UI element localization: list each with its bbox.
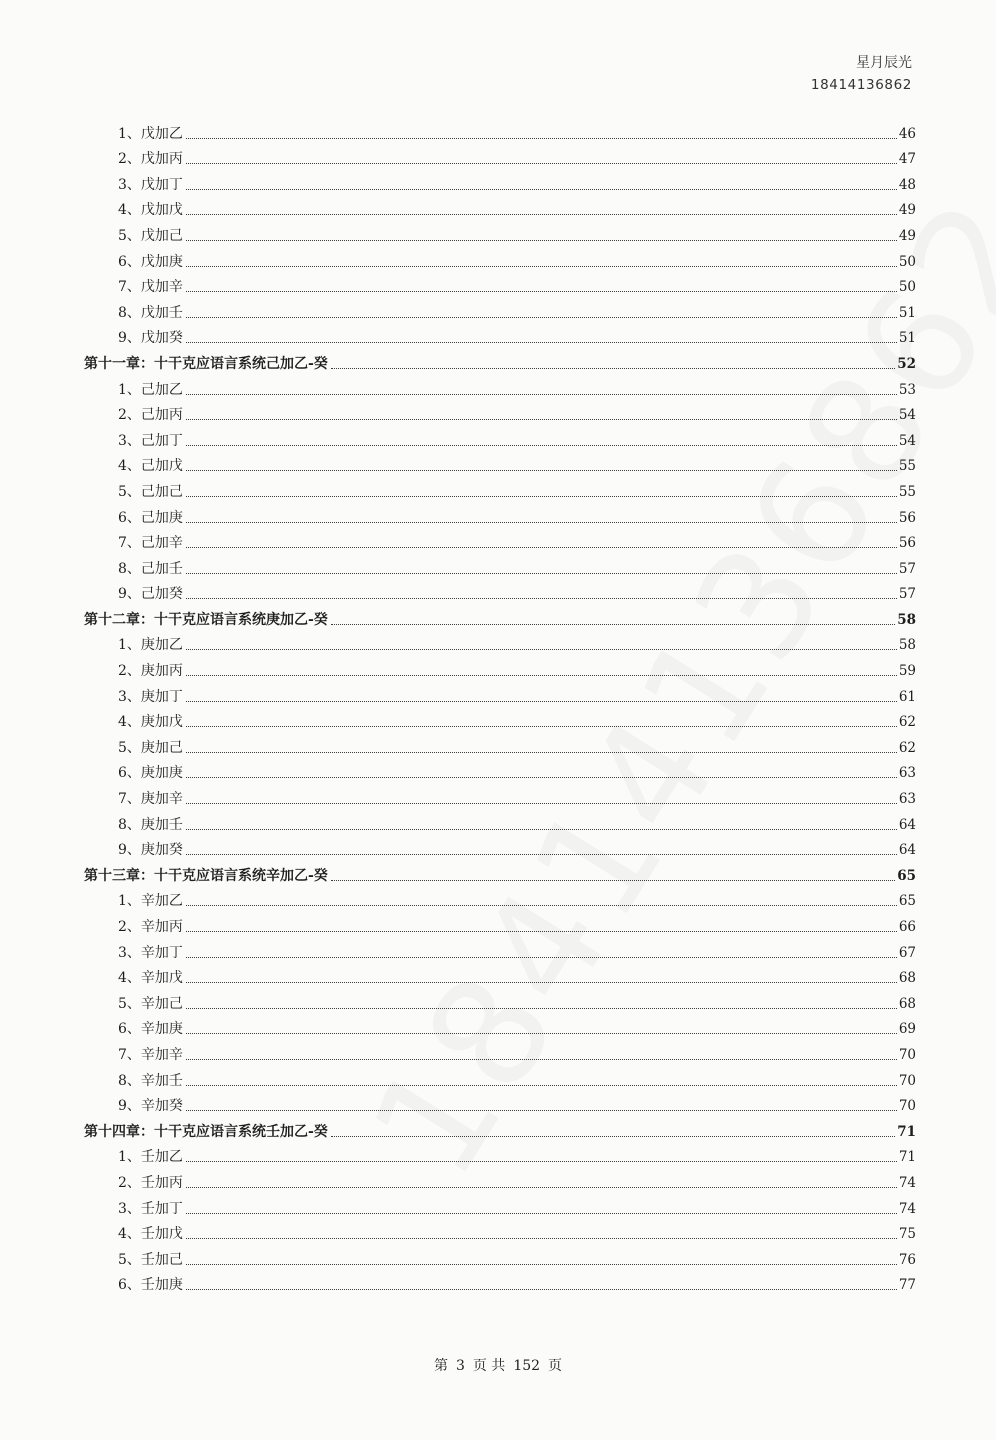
toc-section-entry[interactable]	[84, 1064, 916, 1090]
toc-entry-page-number: 51	[898, 330, 916, 347]
toc-section-entry[interactable]	[84, 578, 916, 604]
toc-section-entry[interactable]	[84, 527, 916, 553]
footer-suffix: 页	[548, 1358, 563, 1374]
toc-entry-page-number: 71	[897, 1123, 916, 1140]
toc-entry-page-number: 49	[898, 227, 916, 244]
page-footer	[0, 1355, 996, 1375]
toc-section-entry[interactable]	[84, 1269, 916, 1295]
toc-entry-page-number: 65	[897, 867, 916, 884]
toc-dot-leader	[186, 674, 897, 676]
toc-dot-leader	[186, 1288, 897, 1290]
toc-dot-leader	[186, 495, 897, 497]
toc-dot-leader	[186, 546, 897, 548]
toc-section-entry[interactable]	[84, 782, 916, 808]
toc-dot-leader	[186, 265, 897, 267]
toc-entry-page-number: 67	[898, 944, 916, 961]
toc-entry-label: 1、庚加乙	[118, 637, 183, 654]
toc-dot-leader	[186, 1109, 897, 1111]
toc-entry-page-number: 58	[897, 611, 916, 628]
toc-entry-label: 第十一章：十干克应语言系统己加乙-癸	[84, 355, 328, 372]
toc-dot-leader	[186, 239, 897, 241]
toc-entry-label: 5、庚加己	[118, 739, 183, 756]
toc-dot-leader	[186, 725, 897, 727]
toc-dot-leader	[186, 930, 897, 932]
toc-entry-page-number: 63	[898, 791, 916, 808]
toc-entry-page-number: 49	[898, 202, 916, 219]
toc-section-entry[interactable]	[84, 219, 916, 245]
toc-dot-leader	[186, 828, 897, 830]
toc-entry-page-number: 52	[897, 355, 916, 372]
toc-section-entry[interactable]	[84, 834, 916, 860]
toc-dot-leader	[186, 393, 897, 395]
toc-section-entry[interactable]	[84, 143, 916, 169]
toc-entry-label: 5、己加己	[118, 483, 183, 500]
toc-entry-label: 3、辛加丁	[118, 944, 183, 961]
toc-entry-label: 1、戊加乙	[118, 125, 183, 142]
toc-section-entry[interactable]	[84, 271, 916, 297]
toc-entry-label: 第十二章：十干克应语言系统庚加乙-癸	[84, 611, 328, 628]
toc-section-entry[interactable]	[84, 168, 916, 194]
toc-dot-leader	[186, 1160, 897, 1162]
toc-entry-page-number: 58	[898, 637, 916, 654]
toc-entry-page-number: 53	[898, 381, 916, 398]
toc-entry-page-number: 74	[898, 1200, 916, 1217]
author-name: 星月辰光	[856, 55, 912, 71]
toc-entry-label: 9、庚加癸	[118, 842, 183, 859]
toc-section-entry[interactable]	[84, 424, 916, 450]
toc-entry-label: 3、戊加丁	[118, 176, 183, 193]
toc-entry-page-number: 77	[898, 1277, 916, 1294]
toc-section-entry[interactable]	[84, 117, 916, 143]
toc-entry-page-number: 63	[898, 765, 916, 782]
toc-dot-leader	[186, 1032, 897, 1034]
toc-entry-page-number: 46	[898, 125, 916, 142]
toc-entry-page-number: 74	[898, 1174, 916, 1191]
toc-entry-page-number: 69	[898, 1021, 916, 1038]
toc-section-entry[interactable]	[84, 1243, 916, 1269]
toc-entry-label: 3、己加丁	[118, 432, 183, 449]
toc-entry-page-number: 62	[898, 739, 916, 756]
toc-entry-page-number: 55	[898, 483, 916, 500]
toc-dot-leader	[186, 418, 897, 420]
toc-entry-label: 7、辛加辛	[118, 1046, 183, 1063]
toc-dot-leader	[186, 1084, 897, 1086]
toc-section-entry[interactable]	[84, 936, 916, 962]
footer-total-pages: 152	[513, 1358, 541, 1374]
toc-section-entry[interactable]	[84, 245, 916, 271]
toc-entry-label: 2、辛加丙	[118, 919, 183, 935]
toc-entry-label: 4、庚加戊	[118, 714, 183, 731]
toc-entry-label: 5、壬加己	[118, 1251, 183, 1268]
footer-current-page: 3	[455, 1358, 465, 1374]
toc-entry-label: 8、己加壬	[118, 560, 183, 577]
toc-entry-label: 6、庚加庚	[118, 765, 183, 782]
toc-section-entry[interactable]	[84, 450, 916, 476]
footer-mid: 页 共	[472, 1358, 506, 1374]
toc-entry-page-number: 70	[898, 1072, 916, 1089]
toc-entry-page-number: 70	[898, 1046, 916, 1063]
toc-section-entry[interactable]	[84, 1218, 916, 1244]
toc-entry-label: 2、己加丙	[118, 407, 183, 424]
toc-section-entry[interactable]	[84, 731, 916, 757]
toc-entry-label: 6、壬加庚	[118, 1277, 183, 1294]
toc-entry-label: 7、己加辛	[118, 535, 183, 552]
toc-entry-label: 2、庚加丙	[118, 663, 183, 680]
toc-dot-leader	[186, 521, 897, 523]
toc-section-entry[interactable]	[84, 706, 916, 732]
toc-entry-page-number: 57	[898, 560, 916, 577]
toc-section-entry[interactable]	[84, 373, 916, 399]
toc-entry-page-number: 62	[898, 714, 916, 731]
toc-section-entry[interactable]	[84, 1141, 916, 1167]
toc-entry-page-number: 59	[898, 663, 916, 680]
toc-dot-leader	[186, 981, 897, 983]
footer-prefix: 第	[433, 1358, 448, 1374]
toc-section-entry[interactable]	[84, 629, 916, 655]
toc-section-entry[interactable]	[84, 1090, 916, 1116]
toc-dot-leader	[186, 700, 897, 702]
toc-section-entry[interactable]	[84, 501, 916, 527]
toc-section-entry[interactable]	[84, 1166, 916, 1192]
toc-entry-page-number: 65	[898, 893, 916, 910]
toc-entry-page-number: 61	[898, 688, 916, 705]
toc-dot-leader	[186, 572, 897, 574]
toc-entry-label: 9、辛加癸	[118, 1098, 183, 1115]
toc-entry-label: 3、庚加丁	[118, 688, 183, 705]
toc-dot-leader	[186, 853, 897, 855]
toc-entry-page-number: 48	[898, 176, 916, 193]
toc-dot-leader	[186, 751, 897, 753]
toc-dot-leader	[186, 776, 897, 778]
toc-entry-page-number: 64	[898, 816, 916, 833]
toc-section-entry[interactable]	[84, 399, 916, 425]
toc-dot-leader	[331, 879, 895, 881]
toc-entry-page-number: 64	[898, 842, 916, 859]
toc-entry-label: 1、壬加乙	[118, 1149, 183, 1166]
toc-dot-leader	[186, 597, 897, 599]
toc-entry-page-number: 47	[898, 151, 916, 168]
toc-dot-leader	[186, 444, 897, 446]
toc-dot-leader	[186, 1237, 897, 1239]
toc-dot-leader	[186, 213, 897, 215]
toc-dot-leader	[186, 341, 897, 343]
toc-entry-page-number: 70	[898, 1098, 916, 1115]
toc-dot-leader	[186, 1186, 897, 1188]
toc-dot-leader	[186, 956, 897, 958]
toc-chapter-entry[interactable]	[84, 859, 916, 885]
table-of-contents	[84, 117, 916, 1294]
toc-entry-label: 4、壬加戊	[118, 1226, 183, 1243]
toc-entry-page-number: 51	[898, 304, 916, 321]
toc-dot-leader	[186, 648, 897, 650]
toc-entry-page-number: 50	[898, 253, 916, 270]
toc-dot-leader	[331, 1135, 895, 1137]
toc-entry-page-number: 66	[898, 919, 916, 935]
toc-dot-leader	[186, 904, 897, 906]
toc-dot-leader	[186, 137, 897, 139]
toc-entry-label: 1、辛加乙	[118, 893, 183, 910]
toc-section-entry[interactable]	[84, 962, 916, 988]
toc-entry-label: 7、戊加辛	[118, 279, 183, 296]
toc-entry-page-number: 55	[898, 458, 916, 475]
toc-entry-label: 4、辛加戊	[118, 970, 183, 987]
toc-entry-label: 8、戊加壬	[118, 304, 183, 321]
toc-entry-page-number: 75	[898, 1226, 916, 1243]
toc-dot-leader	[186, 290, 897, 292]
toc-section-entry[interactable]	[84, 552, 916, 578]
toc-entry-page-number: 68	[898, 970, 916, 987]
toc-dot-leader	[186, 1263, 897, 1265]
toc-entry-page-number: 50	[898, 279, 916, 296]
toc-entry-page-number: 56	[898, 535, 916, 552]
toc-section-entry[interactable]	[84, 987, 916, 1013]
toc-section-entry[interactable]	[84, 475, 916, 501]
toc-entry-label: 第十四章：十干克应语言系统壬加乙-癸	[84, 1123, 328, 1140]
toc-entry-label: 6、戊加庚	[118, 253, 183, 270]
toc-entry-label: 2、壬加丙	[118, 1174, 183, 1191]
toc-entry-label: 8、庚加壬	[118, 816, 183, 833]
toc-section-entry[interactable]	[84, 1013, 916, 1039]
toc-dot-leader	[186, 802, 897, 804]
toc-dot-leader	[331, 623, 895, 625]
toc-entry-label: 9、戊加癸	[118, 330, 183, 347]
toc-entry-page-number: 57	[898, 586, 916, 603]
toc-section-entry[interactable]	[84, 808, 916, 834]
toc-entry-label: 5、辛加己	[118, 995, 183, 1012]
toc-entry-label: 5、戊加己	[118, 227, 183, 244]
toc-section-entry[interactable]	[84, 885, 916, 911]
toc-chapter-entry[interactable]	[84, 603, 916, 629]
toc-section-entry[interactable]	[84, 680, 916, 706]
page-header	[811, 52, 912, 96]
toc-entry-page-number: 76	[898, 1251, 916, 1268]
toc-entry-label: 第十三章：十干克应语言系统辛加乙-癸	[84, 867, 328, 884]
toc-chapter-entry[interactable]	[84, 1115, 916, 1141]
toc-chapter-entry[interactable]	[84, 347, 916, 373]
toc-dot-leader	[186, 469, 897, 471]
toc-dot-leader	[186, 1058, 897, 1060]
toc-section-entry[interactable]	[84, 296, 916, 322]
toc-entry-label: 6、己加庚	[118, 509, 183, 526]
toc-section-entry[interactable]	[84, 654, 916, 680]
toc-entry-page-number: 71	[898, 1149, 916, 1166]
toc-section-entry[interactable]	[84, 1192, 916, 1218]
toc-entry-page-number: 68	[898, 995, 916, 1012]
toc-entry-label: 6、辛加庚	[118, 1021, 183, 1038]
toc-entry-label: 1、己加乙	[118, 381, 183, 398]
toc-dot-leader	[186, 188, 897, 190]
toc-entry-label: 8、辛加壬	[118, 1072, 183, 1089]
toc-section-entry[interactable]	[84, 910, 916, 936]
toc-entry-page-number: 54	[898, 407, 916, 424]
toc-section-entry[interactable]	[84, 1038, 916, 1064]
author-phone: 18414136862	[810, 77, 912, 93]
toc-entry-label: 9、己加癸	[118, 586, 183, 603]
toc-dot-leader	[186, 1007, 897, 1009]
toc-dot-leader	[331, 367, 895, 369]
toc-entry-label: 4、己加戊	[118, 458, 183, 475]
toc-section-entry[interactable]	[84, 194, 916, 220]
toc-entry-label: 7、庚加辛	[118, 791, 183, 808]
toc-dot-leader	[186, 162, 897, 164]
toc-section-entry[interactable]	[84, 322, 916, 348]
toc-entry-label: 3、壬加丁	[118, 1200, 183, 1217]
toc-entry-label: 2、戊加丙	[118, 151, 183, 168]
toc-section-entry[interactable]	[84, 757, 916, 783]
toc-entry-page-number: 56	[898, 509, 916, 526]
toc-entry-label: 4、戊加戊	[118, 202, 183, 219]
toc-dot-leader	[186, 316, 897, 318]
toc-dot-leader	[186, 1212, 897, 1214]
toc-entry-page-number: 54	[898, 432, 916, 449]
